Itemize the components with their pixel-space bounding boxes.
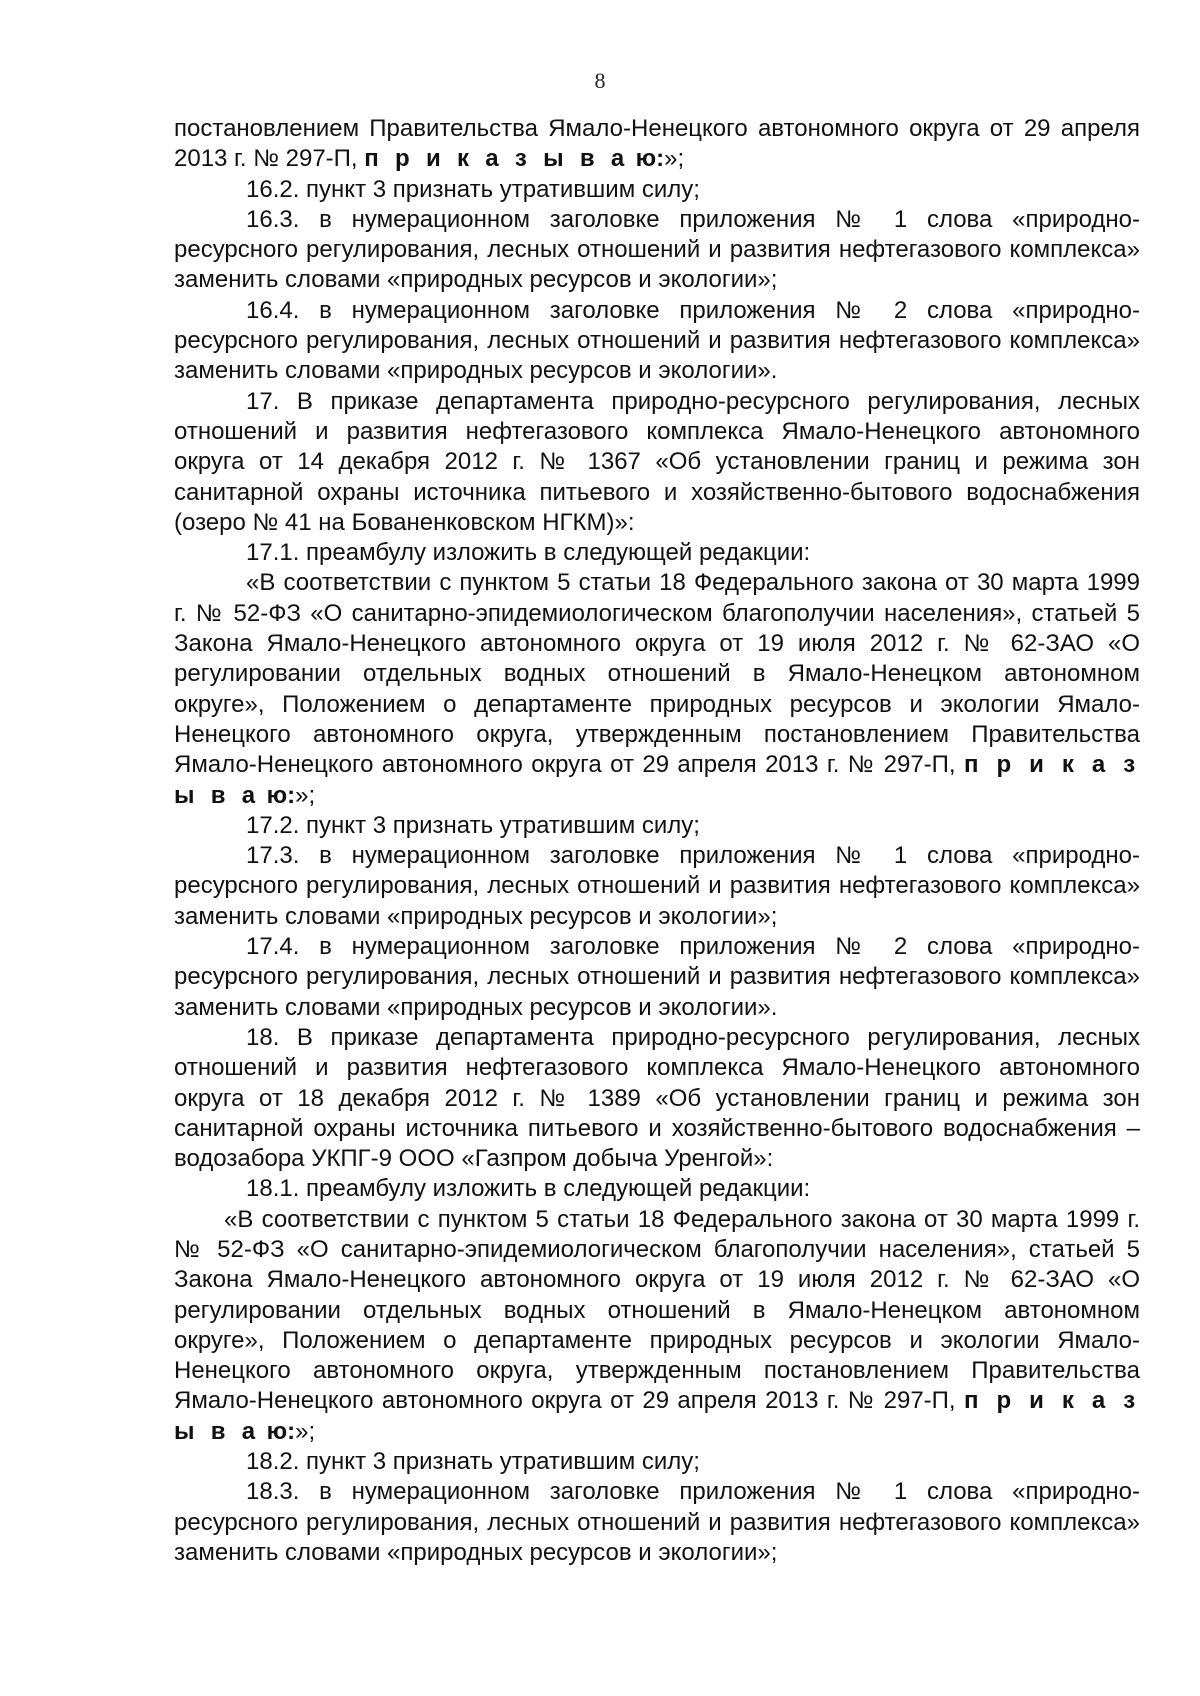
decree-word-end: ю: (629, 145, 665, 173)
paragraph-18: 18. В приказе департамента природно-ресурсного регулирования, лесных отношений и развития нефтегазового комплекса Ямало-Ненецкого автономного округа от 18 декабря 2012 г. № 1389 «Об установлении границ и режима зон санитарной охраны источника питьевого и хозяйственно-бытового водоснабжения – водозабора УКПГ-9 ООО «Газпром добыча Уренгой»: (174, 1023, 1140, 1173)
paragraph-text-end: »; (295, 1417, 316, 1445)
paragraph-17: 17. В приказе департамента природно-ресурсного регулирования, лесных отношений и развития нефтегазового комплекса Ямало-Ненецкого автономного округа от 14 декабря 2012 г. № 1367 «Об установлении границ и режима зон санитарной охраны источника питьевого и хозяйственно-бытового водоснабжения (озеро № 41 на Бованенковском НГКМ)»: (174, 387, 1140, 536)
paragraph-text-end: »; (295, 781, 316, 809)
paragraph-17-2: 17.2. пункт 3 признать утратившим силу; (246, 811, 700, 839)
paragraph-text-end: »; (664, 145, 685, 173)
paragraph-text: «В соответствии с пунктом 5 статьи 18 Федерального закона от 30 марта 1999 г. № 52-ФЗ «О санитарно-эпидемиологическом благополучии населения», статьей 5 Закона Ямало-Ненецкого автономного округа от 19 июля 2012 г. № 62-ЗАО «О регулировании отдельных водных отношений в Ямало-Ненецком автономном округе», Положением о департаменте природных ресурсов и экологии Ямало-Ненецкого автономного округа, утвержденным постановлением Правительства Ямало-Ненецкого автономного округа от 29 апреля 2013 г. № 297-П, (174, 1205, 1140, 1415)
paragraph-18-1: 18.1. преамбулу изложить в следующей редакции: (246, 1175, 811, 1203)
decree-word: п р и к а з ы в а (174, 751, 1140, 809)
decree-word: п р и к а з ы в а (364, 145, 630, 173)
paragraph-16-2: 16.2. пункт 3 признать утратившим силу; (246, 175, 700, 203)
paragraph-18-2: 18.2. пункт 3 признать утратившим силу; (246, 1448, 700, 1476)
paragraph-16-4: 16.4. в нумерационном заголовке приложения № 2 слова «природно-ресурсного регулирования, лесных отношений и развития нефтегазового комплекса» заменить словами «природных ресурсов и экологии». (174, 296, 1140, 385)
decree-word-end: ю: (259, 781, 296, 809)
paragraph-text: постановлением Правительства Ямало-Ненецкого автономного округа от 29 апреля 2013 г. № 297-П, (174, 115, 1140, 173)
decree-paragraph-17 (174, 568, 1140, 810)
paragraph-17-4: 17.4. в нумерационном заголовке приложения № 2 слова «природно-ресурсного регулирования, лесных отношений и развития нефтегазового комплекса» заменить словами «природных ресурсов и экологии». (174, 933, 1140, 1021)
paragraph-17-3: 17.3. в нумерационном заголовке приложения № 1 слова «природно-ресурсного регулирования, лесных отношений и развития нефтегазового комплекса» заменить словами «природных ресурсов и экологии»; (174, 842, 1140, 930)
decree-word: п р и к а з ы в а (174, 1387, 1140, 1445)
document-body (174, 114, 1140, 1568)
page-number: 8 (594, 68, 606, 93)
paragraph-16-3: 16.3. в нумерационном заголовке приложения № 1 слова «природно-ресурсного регулирования, лесных отношений и развития нефтегазового комплекса» заменить словами «природных ресурсов и экологии»; (174, 205, 1140, 294)
decree-paragraph-16 (174, 114, 1140, 175)
decree-paragraph-18 (174, 1205, 1140, 1447)
paragraph-18-3: 18.3. в нумерационном заголовке приложения № 1 слова «природно-ресурсного регулирования, лесных отношений и развития нефтегазового комплекса» заменить словами «природных ресурсов и экологии»; (174, 1478, 1140, 1566)
decree-word-end: ю: (259, 1417, 296, 1445)
paragraph-17-1: 17.1. преамбулу изложить в следующей редакции: (246, 539, 811, 567)
paragraph-text: «В соответствии с пунктом 5 статьи 18 Федерального закона от 30 марта 1999 г. № 52-ФЗ «О санитарно-эпидемиологическом благополучии населения», статьей 5 Закона Ямало-Ненецкого автономного округа от 19 июля 2012 г. № 62-ЗАО «О регулировании отдельных водных отношений в Ямало-Ненецком автономном округе», Положением о департаменте природных ресурсов и экологии Ямало-Ненецкого автономного округа, утвержденным постановлением Правительства Ямало-Ненецкого автономного округа от 29 апреля 2013 г. № 297-П, (174, 569, 1140, 779)
